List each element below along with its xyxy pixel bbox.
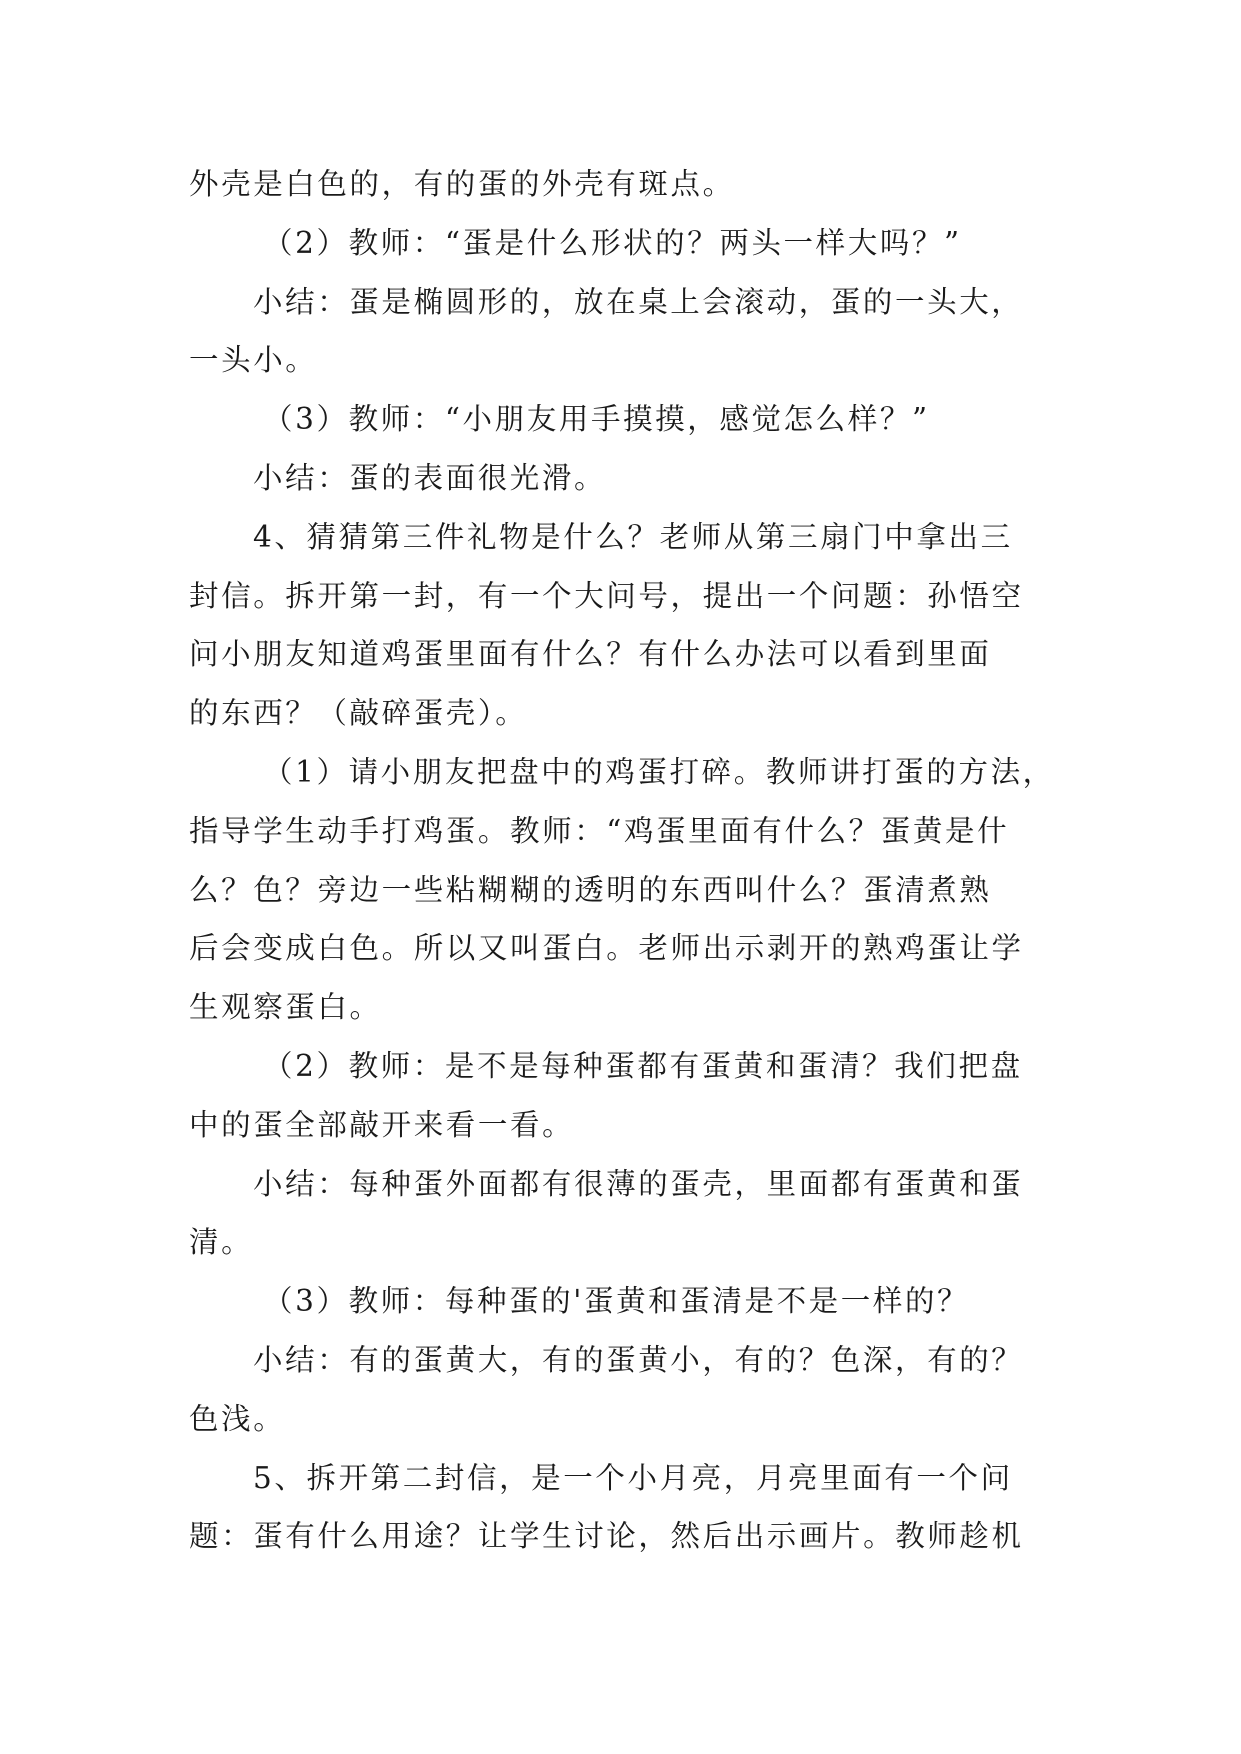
text-line: （2）教师：“蛋是什么形状的？两头一样大吗？”	[263, 225, 962, 260]
document-body	[189, 155, 1057, 1566]
text-line: 后会变成白色。所以又叫蛋白。老师出示剥开的熟鸡蛋让学	[189, 931, 1024, 966]
text-line: 生观察蛋白。	[189, 990, 382, 1025]
text-line: 么？色？旁边一些粘糊糊的透明的东西叫什么？蛋清煮熟	[189, 872, 992, 907]
text-line: 小结：有的蛋黄大，有的蛋黄小，有的？色深，有的？	[253, 1342, 1024, 1377]
text-line: 清。	[189, 1225, 254, 1260]
text-line: 色浅。	[189, 1401, 286, 1436]
text-line: 一头小。	[189, 343, 318, 378]
text-line: （3）教师：“小朋友用手摸摸，感觉怎么样？”	[263, 402, 930, 437]
text-line: 指导学生动手打鸡蛋。教师：“鸡蛋里面有什么？蛋黄是什	[189, 813, 1010, 848]
text-line: 问小朋友知道鸡蛋里面有什么？有什么办法可以看到里面	[189, 637, 992, 672]
text-line: （2）教师：是不是每种蛋都有蛋黄和蛋清？我们把盘	[263, 1048, 1023, 1083]
text-line: （1）请小朋友把盘中的鸡蛋打碎。教师讲打蛋的方法，	[263, 754, 1055, 789]
text-line: 小结：蛋是椭圆形的，放在桌上会滚动，蛋的一头大，	[253, 284, 1024, 319]
text-line: 小结：每种蛋外面都有很薄的蛋壳，里面都有蛋黄和蛋	[253, 1166, 1024, 1201]
text-line: 封信。拆开第一封，有一个大问号，提出一个问题：孙悟空	[189, 578, 1024, 613]
text-line: 中的蛋全部敲开来看一看。	[189, 1107, 575, 1142]
text-line: 小结：蛋的表面很光滑。	[253, 460, 607, 495]
text-line: 5、拆开第二封信，是一个小月亮，月亮里面有一个问	[253, 1460, 1013, 1495]
text-line: 外壳是白色的，有的蛋的外壳有斑点。	[189, 167, 735, 201]
text-line: 题：蛋有什么用途？让学生讨论，然后出示画片。教师趁机	[189, 1519, 1024, 1554]
text-line: 4、猜猜第三件礼物是什么？老师从第三扇门中拿出三	[253, 519, 1013, 554]
text-line: 的东西？（敲碎蛋壳）。	[189, 696, 528, 731]
text-line: （3）教师：每种蛋的'蛋黄和蛋清是不是一样的？	[263, 1284, 970, 1319]
